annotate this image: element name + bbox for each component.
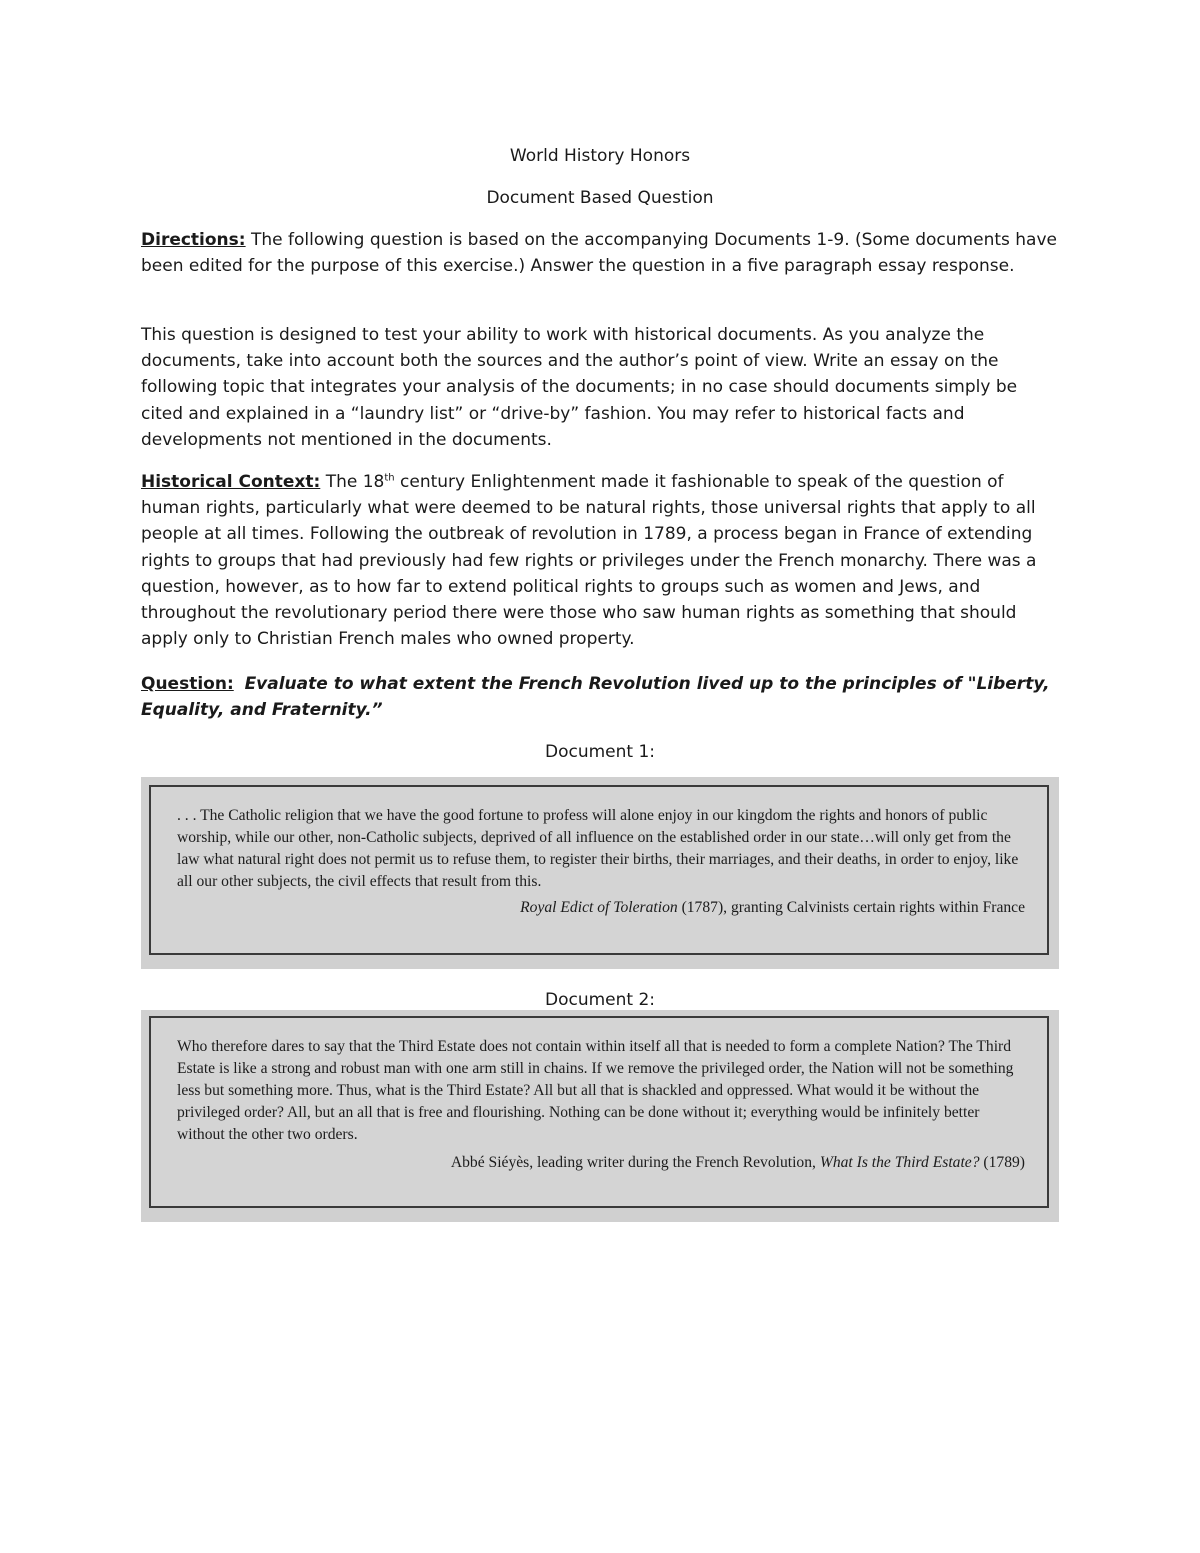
document-2-source-year: (1789): [979, 1154, 1025, 1171]
context-label: Historical Context:: [141, 472, 321, 492]
document-2-heading: Document 2:: [544, 990, 656, 1010]
context-paragraph: [141, 469, 1061, 652]
directions-label: Directions:: [141, 230, 246, 250]
document-1-quote: . . . The Catholic religion that we have the good fortune to profess will alone enjoy in our kingdom the rights and honors of public worship, while our other, non-Catholic subjects, deprived of all influence on the established order in our state…will only get from the law what natural right does not permit us to refuse them, to register their births, their marriages, and their deaths, in order to enjoy, like all our other subjects, the civil effects that result from this.: [177, 807, 1019, 890]
document-2-source: [177, 1152, 1025, 1174]
question-label: Question:: [141, 674, 234, 694]
directions-paragraph: [141, 227, 1061, 279]
document-1-source-detail: (1787), granting Calvinists certain rights within France: [677, 899, 1025, 916]
question-text: Evaluate to what extent the French Revolution lived up to the principles of "Liberty, Equality, and Fraternity.”: [141, 674, 1050, 721]
context-superscript: th: [384, 472, 395, 484]
document-2-scan: [141, 1010, 1059, 1222]
document-2-quote: Who therefore dares to say that the Third Estate does not contain within itself all that is needed to form a complete Nation? The Third Estate is like a strong and robust man with one arm still in chains. If we remove the privileged order, the Nation will not be something less but something more. Thus, what is the Third Estate? All but all that is shackled and oppressed. What would it be without the privileged order? All, but an all that is free and flourishing. Nothing can be done without it; everything would be infinitely better without the other two orders.: [177, 1038, 1014, 1143]
document-2-box: [149, 1016, 1049, 1208]
document-1-heading: Document 1:: [544, 742, 656, 762]
document-1-source: [177, 897, 1025, 919]
question-paragraph: [141, 671, 1061, 723]
document-1-scan: [141, 777, 1059, 969]
directions-text: The following question is based on the accompanying Documents 1-9. (Some documents have been edited for the purpose of this exercise.) Answer the question in a five paragraph essay response.: [141, 230, 1057, 277]
document-1-source-title: Royal Edict of Toleration: [520, 899, 678, 916]
document-1-box: [149, 785, 1049, 955]
context-text-start: The 18: [320, 472, 385, 492]
instructions-paragraph: This question is designed to test your ability to work with historical documents. As you analyze the documents, take into account both the sources and the author’s point of view. Write an essay on the following topic that integrates your analysis of the documents; in no case should documents simply be cited and explained in a “laundry list” or “drive-by” fashion. You may refer to historical facts and developments not mentioned in the documents.: [141, 325, 1018, 450]
document-subtitle: Document Based Question: [486, 188, 714, 208]
document-2-source-author: Abbé Siéyès, leading writer during the French Revolution,: [450, 1154, 820, 1171]
course-title: World History Honors: [509, 146, 691, 166]
context-text: century Enlightenment made it fashionable to speak of the question of human rights, particularly what were deemed to be natural rights, those universal rights that apply to all people at all times. Following the outbreak of revolution in 1789, a process began in France of extending rights to groups that had previously had few rights or privileges under the French monarchy. There was a question, however, as to how far to extend political rights to groups such as women and Jews, and throughout the revolutionary period there were those who saw human rights as something that should apply only to Christian French males who owned property.: [141, 472, 1037, 650]
document-2-source-title: What Is the Third Estate?: [819, 1154, 980, 1171]
